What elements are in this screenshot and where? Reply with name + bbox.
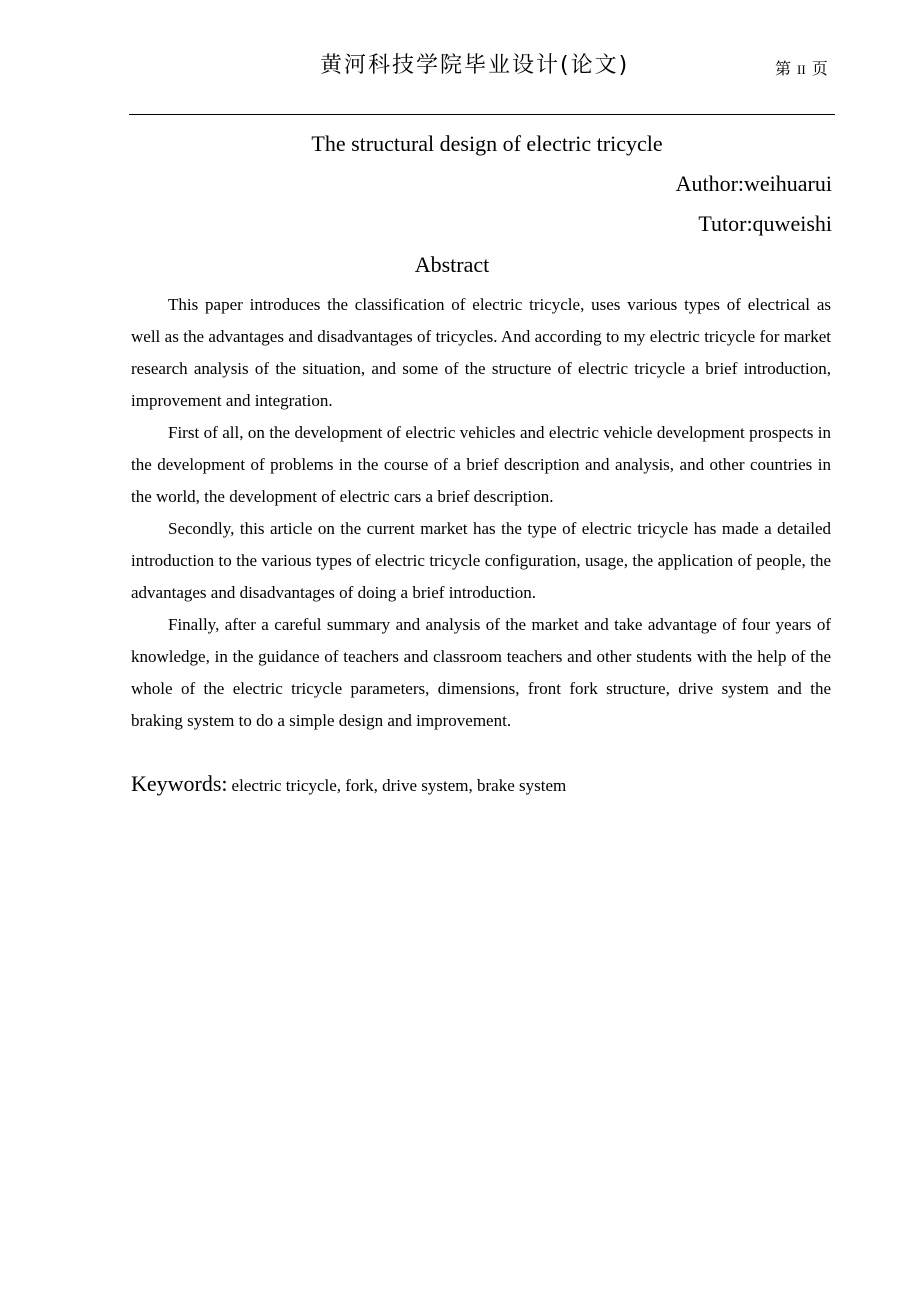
keywords-text: electric tricycle, fork, drive system, brake system bbox=[231, 776, 567, 795]
abstract-paragraph: Secondly, this article on the current market has the type of electric tricycle has made a detailed introduction to the various types of electric tricycle configuration, usage, the application of people, the advantages and disadvantages of doing a brief introduction. bbox=[131, 519, 831, 602]
header-institution-title: 黄河科技学院毕业设计(论文) bbox=[320, 53, 630, 78]
abstract-heading: Abstract bbox=[414, 252, 490, 277]
page-prefix: 第 bbox=[775, 61, 792, 78]
abstract-paragraph: This paper introduces the classification of electric tricycle, uses various types of electrical as well as the advantages and disadvantages of tricycles. And according to my electric tricycle for market research analysis of the situation, and some of the structure of electric tricycle a brief introduction, improvement and integration. bbox=[131, 295, 831, 410]
keywords-label: Keywords: bbox=[131, 771, 228, 796]
header-page-number bbox=[775, 56, 828, 79]
abstract-paragraph: First of all, on the development of electric vehicles and electric vehicle development prospects in the development of problems in the course of a brief description and analysis, and other countries in the world, the development of electric cars a brief description. bbox=[131, 423, 831, 506]
abstract-body bbox=[131, 289, 831, 737]
header-divider bbox=[129, 114, 835, 115]
page-number: II bbox=[797, 62, 806, 77]
paper-tutor: Tutor:quweishi bbox=[698, 211, 832, 236]
paper-title: The structural design of electric tricycle bbox=[311, 131, 663, 156]
keywords-line bbox=[131, 771, 566, 797]
paper-author: Author:weihuarui bbox=[675, 171, 832, 196]
page-suffix: 页 bbox=[811, 61, 828, 78]
abstract-paragraph: Finally, after a careful summary and analysis of the market and take advantage of four years of knowledge, in the guidance of teachers and classroom teachers and other students with the help of the whole of the electric tricycle parameters, dimensions, front fork structure, drive system and the braking system to do a simple design and improvement. bbox=[131, 615, 831, 730]
